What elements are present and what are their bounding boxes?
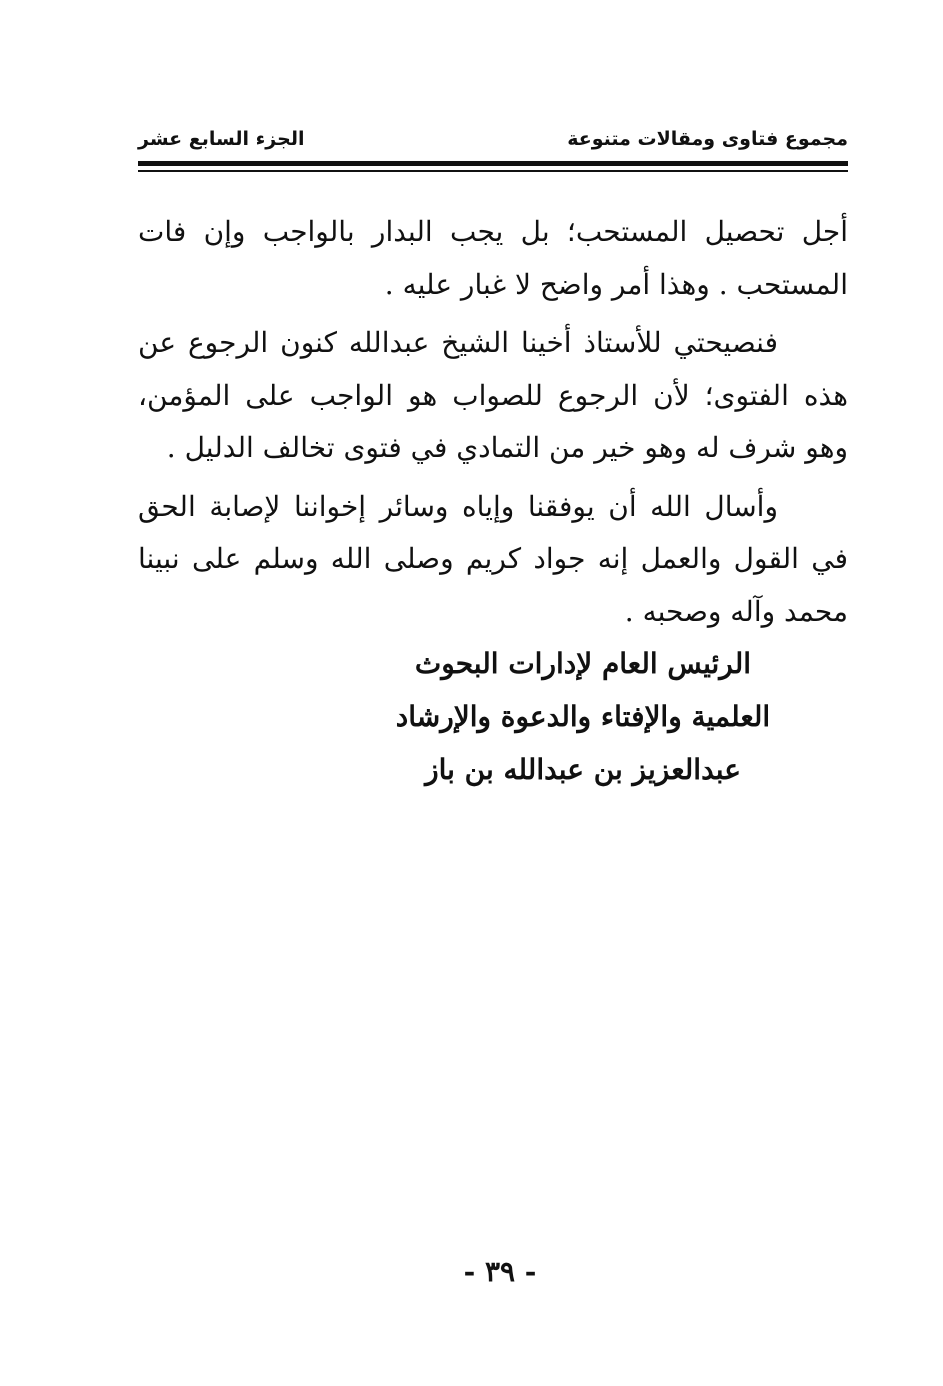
paragraph-closing-prayer: وأسال الله أن يوفقنا وإياه وسائر إخواننا لإصابة الحق في القول والعمل إنه جواد كريم وصلى الله وسلم على نبينا محمد وآله وصحبه . bbox=[138, 489, 848, 628]
signature-title-line1: الرئيس العام لإدارات البحوث bbox=[414, 647, 752, 680]
volume-title: الجزء السابع عشر bbox=[138, 128, 305, 150]
signature-name: عبدالعزيز بن عبدالله بن باز bbox=[425, 753, 741, 786]
page-number: - ٣٩ - bbox=[463, 1255, 537, 1288]
header-rule-thick bbox=[138, 161, 848, 166]
signature-title-line2: العلمية والإفتاء والدعوة والإرشاد bbox=[395, 700, 771, 733]
body-text bbox=[138, 206, 848, 638]
paragraph-continuation: أجل تحصيل المستحب؛ بل يجب البدار بالواجب وإن فات المستحب . وهذا أمر واضح لا غبار عليه . bbox=[138, 215, 848, 301]
signature-block bbox=[138, 637, 848, 796]
series-title: مجموع فتاوى ومقالات متنوعة bbox=[567, 128, 848, 150]
header-rule-thin bbox=[138, 170, 848, 172]
paragraph-advice: فنصيحتي للأستاذ أخينا الشيخ عبدالله كنون الرجوع عن هذه الفتوى؛ لأن الرجوع للصواب هو الواجب على المؤمن، وهو شرف له وهو خير من التمادي في فتوى تخالف الدليل . bbox=[138, 326, 848, 464]
running-header bbox=[138, 128, 848, 158]
